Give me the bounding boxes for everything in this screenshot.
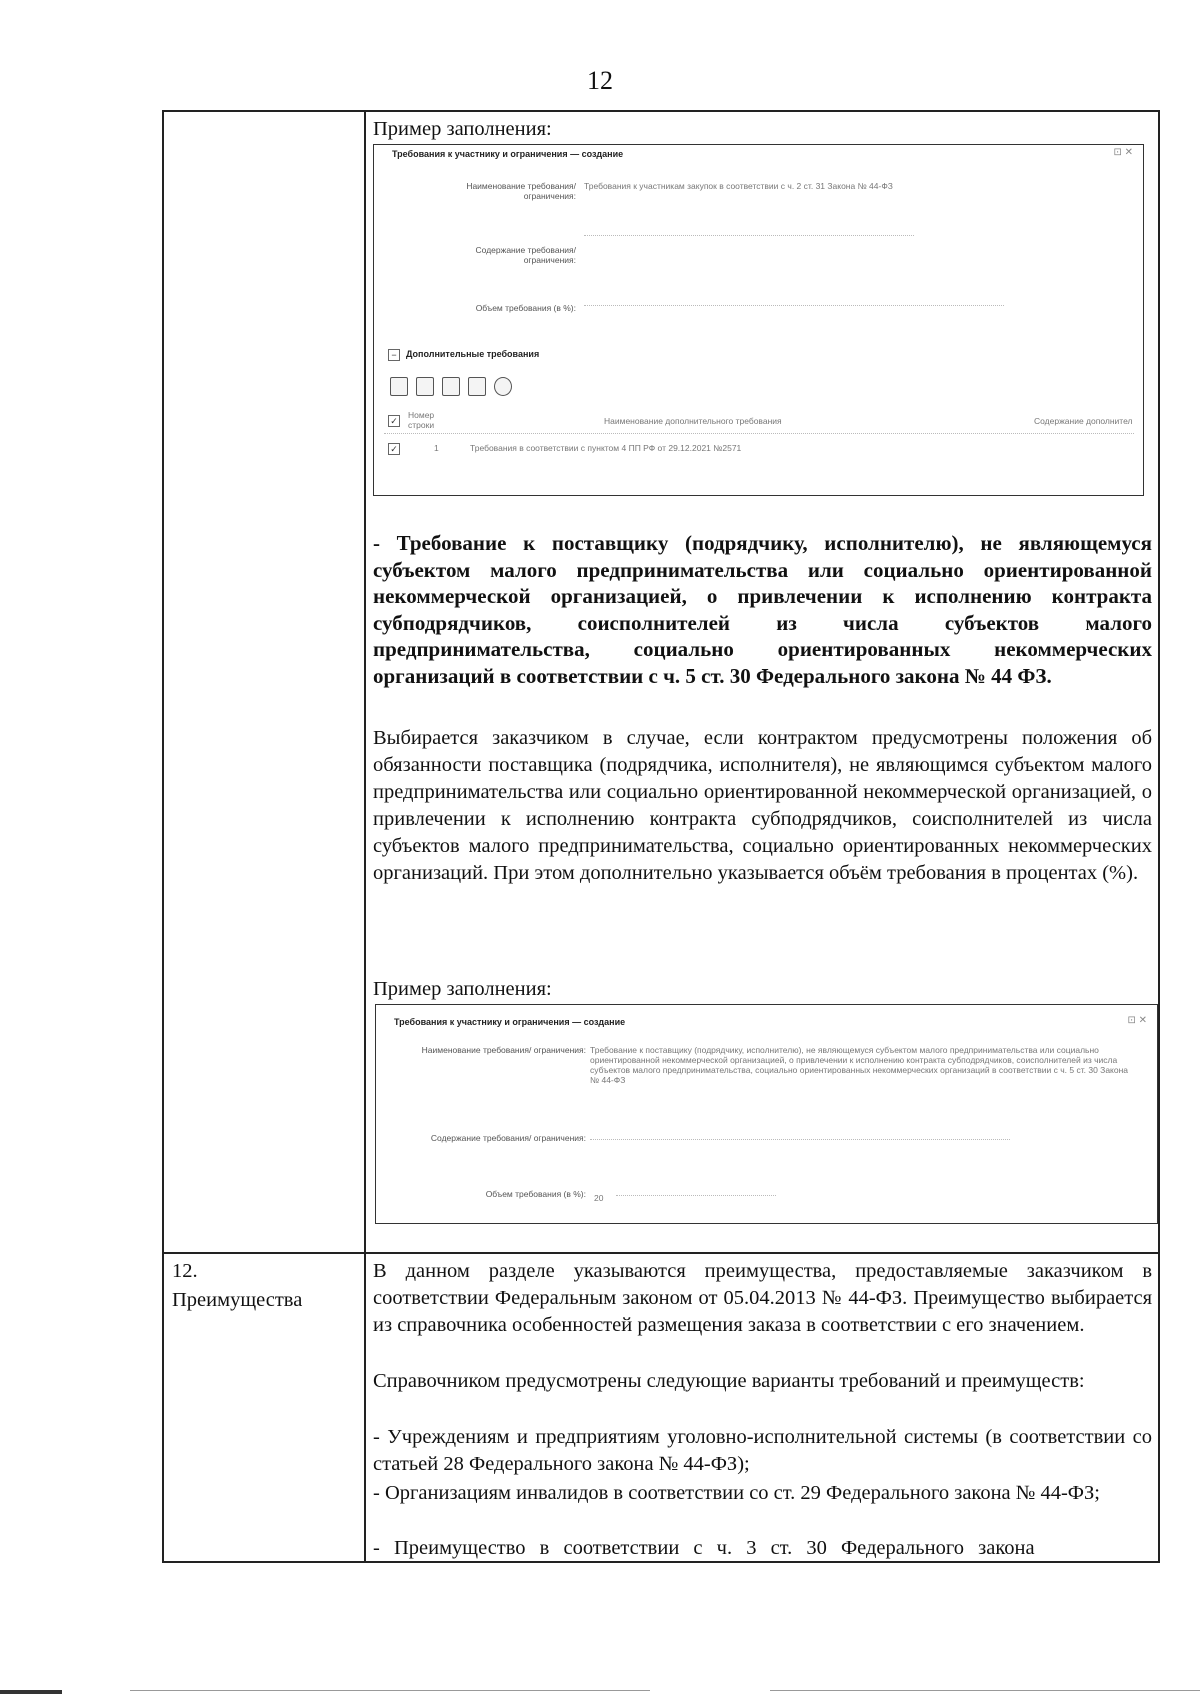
column-header-number: Номер строки [408,410,435,430]
requirement-volume-field[interactable] [584,305,1004,306]
scan-artifact-line [130,1690,650,1691]
add-icon[interactable] [416,377,434,396]
list-item: - Организациям инвалидов в соответствии со ст. 29 Федерального закона № 44-ФЗ; [373,1482,1100,1504]
requirement-volume-label: Объем требования (в %): [475,303,576,313]
list-item: - Преимущество в соответствии с ч. 3 ст. 30 Федерального закона [373,1537,1035,1559]
collapse-section-icon[interactable]: − [388,349,400,361]
row-checkbox[interactable]: ✓ [388,443,400,455]
copy-icon[interactable] [442,377,460,396]
section-number: 12. [172,1260,198,1282]
requirement-volume-label: Объем требования (в %): [485,1189,586,1199]
row-number: 1 [434,443,439,453]
requirement-name-label: Наименование требования/ ограничения: [421,1045,586,1055]
delete-icon[interactable] [468,377,486,396]
table-column-divider [364,110,366,1562]
requirement-content-field[interactable] [584,235,914,236]
section-paragraph: В данном разделе указываются преимущества, предоставляемые заказчиком в соответствии Федеральным законом от 05.04.2013 № 44-ФЗ. Преимущество выбирается из справочника особенностей размещения заказа в соответствии с его значением. [373,1260,1152,1336]
requirement-description: Выбирается заказчиком в случае, если контрактом предусмотрены положения об обязанности поставщика (подрядчика, исполнителя), не являющимся субъектом малого предпринимательства или социально ориентированной некоммерческой организацией, о привлечении к исполнению контракта субподрядчиков, соисполнителей из числа субъектов малого предпринимательства, социально ориентированных некоммерческих организаций. При этом дополнительно указывается объём требования в процентах (%). [373,727,1152,884]
table-top-border [162,110,1160,112]
table-left-border [162,110,164,1562]
example-screenshot-requirement-filled [375,1004,1158,1224]
requirement-name-label: Наименование требования/ ограничения: [466,181,576,201]
window-controls-icon[interactable]: ⊡ ✕ [1113,147,1133,158]
row-requirement-name[interactable]: Требования в соответствии с пунктом 4 ПП РФ от 29.12.2021 №2571 [470,443,742,453]
select-all-checkbox[interactable]: ✓ [388,415,400,427]
scan-artifact-line [770,1690,1200,1691]
requirement-volume-value[interactable]: 20 [594,1193,604,1203]
scan-artifact-line [0,1690,62,1694]
requirement-content-label: Содержание требования/ ограничения: [475,245,576,265]
requirement-volume-field[interactable] [616,1195,776,1196]
requirement-content-field[interactable] [590,1139,1010,1140]
form-title: Требования к участнику и ограничения — создание [392,149,624,159]
requirement-name-value[interactable]: Требование к поставщику (подрядчику, исполнителю), не являющемуся субъектом малого предпринимательства или социально ориентированной некоммерческой организацией, о привлечении к исполнению контракта субподрядчиков, соисполнителей из числа субъектов малого предпринимательства, социально ориентированных некоммерческих организаций в соответствии с ч. 5 ст. 30 Закона № 44-ФЗ [590,1045,1129,1085]
example-label: Пример заполнения: [373,118,552,140]
window-controls-icon[interactable]: ⊡ ✕ [1127,1015,1147,1026]
requirement-heading: - Требование к поставщику (подрядчику, исполнителю), не являющемуся субъектом малого предпринимательства или социально ориентированной некоммерческой организацией, о привлечении к исполнению контракта субподрядчиков, соисполнителей из числа субъектов малого предпринимательства, социально ориентированных некоммерческих организаций в соответствии с ч. 5 ст. 30 Федерального закона № 44 ФЗ. [373,531,1152,688]
list-item: - Учреждениям и предприятиям уголовно-исполнительной системы (в соответствии со статьей 28 Федерального закона № 44-ФЗ); [373,1426,1152,1475]
table-header-separator [384,433,1134,434]
page-number: 12 [587,66,613,95]
example-label: Пример заполнения: [373,978,552,1000]
column-header-name: Наименование дополнительного требования [604,416,782,426]
section-paragraph: Справочником предусмотрены следующие варианты требований и преимуществ: [373,1370,1085,1392]
refresh-icon[interactable] [494,377,512,396]
section-title: Преимущества [172,1289,303,1311]
edit-icon[interactable] [390,377,408,396]
additional-requirements-title: Дополнительные требования [406,349,540,359]
column-header-content: Содержание дополнител [1034,416,1133,426]
example-screenshot-requirements-form [373,144,1144,496]
form-title: Требования к участнику и ограничения — создание [394,1017,626,1027]
requirement-content-label: Содержание требования/ ограничения: [430,1133,586,1143]
table-row-divider [162,1252,1160,1254]
requirement-name-value[interactable]: Требования к участникам закупок в соответствии с ч. 2 ст. 31 Закона № 44-ФЗ [584,181,893,191]
table-right-border [1158,110,1160,1562]
